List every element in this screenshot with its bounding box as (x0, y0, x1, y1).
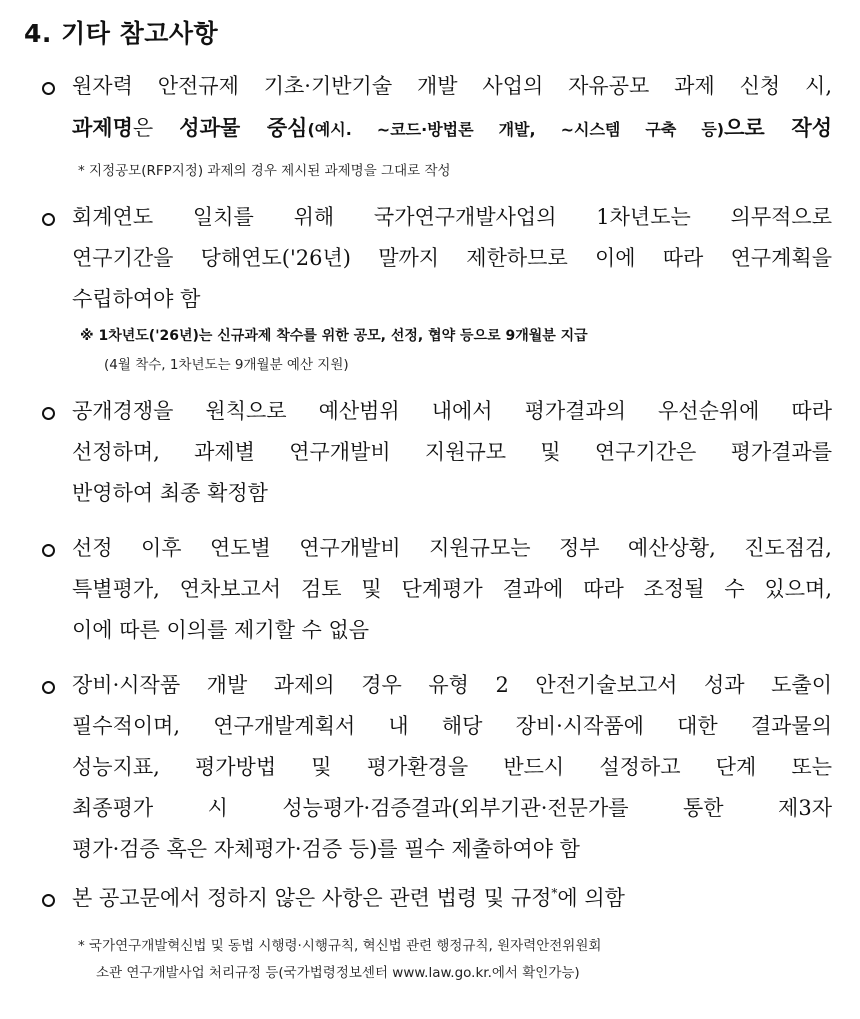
item-line: 장비·시작품 개발 과제의 경우 유형 2 안전기술보고서 성과 도출이 (72, 673, 832, 697)
item-line: 공개경쟁을 원칙으로 예산범위 내에서 평가결과의 우선순위에 따라 (72, 399, 832, 423)
emphasis-text: 으로 작성 (724, 115, 832, 140)
footnote: 소관 연구개발사업 처리규정 등(국가법령정보센터 www.law.go.kr.에서 확인가능) (96, 965, 580, 981)
circle-bullet-icon (42, 894, 55, 907)
circle-bullet-icon (42, 544, 55, 557)
item-line: 평가·검증 혹은 자체평가·검증 등)를 필수 제출하여야 함 (72, 837, 580, 861)
item-text (72, 391, 832, 514)
item-text-segment: 에 의함 (557, 886, 625, 910)
section-title: 4. 기타 참고사항 (24, 19, 219, 48)
circle-bullet-icon (42, 681, 55, 694)
item-text (72, 665, 832, 870)
emphasis-text: 과제명 (72, 115, 133, 140)
notice-note: ※ 1차년도('26년)는 신규과제 착수를 위한 공모, 선정, 협약 등으로 9개월분 지급 (80, 328, 588, 344)
item-line: 필수적이며, 연구개발계획서 내 해당 장비·시작품에 대한 결과물의 (72, 714, 832, 738)
circle-bullet-icon (42, 213, 55, 226)
item-text (72, 878, 832, 919)
item-line: 회계연도 일치를 위해 국가연구개발사업의 1차년도는 의무적으로 (72, 205, 832, 229)
item-line: 연구기간을 당해연도('26년) 말까지 제한하므로 이에 따라 연구계획을 (72, 246, 832, 270)
item-text (72, 197, 832, 320)
item-line: 선정 이후 연도별 연구개발비 지원규모는 정부 예산상황, 진도점검, (72, 536, 832, 560)
item-line: 이에 따른 이의를 제기할 수 없음 (72, 618, 370, 642)
item-line: 성능지표, 평가방법 및 평가환경을 반드시 설정하고 단계 또는 (72, 755, 832, 779)
item-text (72, 528, 832, 651)
example-text: (예시. ~코드·방법론 개발, ~시스템 구축 등) (307, 120, 725, 139)
circle-bullet-icon (42, 82, 55, 95)
footnote-marker: * (551, 886, 558, 900)
item-text-segment: 은 (132, 116, 180, 140)
item-text (72, 66, 832, 148)
item-line: 수립하여야 함 (72, 287, 201, 311)
item-line (72, 107, 832, 148)
circle-bullet-icon (42, 407, 55, 420)
footnote: * 국가연구개발혁신법 및 동법 시행령·시행규칙, 혁신법 관련 행정규칙, 원자력안전위원회 (78, 938, 602, 954)
item-line: 특별평가, 연차보고서 검토 및 단계평가 결과에 따라 조정될 수 있으며, (72, 577, 832, 601)
item-text-segment: 본 공고문에서 정하지 않은 사항은 관련 법령 및 규정 (72, 886, 552, 910)
item-line: 원자력 안전규제 기초·기반기술 개발 사업의 자유공모 과제 신청 시, (72, 74, 832, 98)
item-line: 반영하여 최종 확정함 (72, 481, 268, 505)
item-line: 선정하며, 과제별 연구개발비 지원규모 및 연구기간은 평가결과를 (72, 440, 832, 464)
item-line (72, 878, 832, 919)
footnote: (4월 착수, 1차년도는 9개월분 예산 지원) (104, 357, 349, 373)
item-line: 최종평가 시 성능평가·검증결과(외부기관·전문가를 통한 제3자 (72, 796, 832, 820)
footnote: * 지정공모(RFP지정) 과제의 경우 제시된 과제명을 그대로 작성 (78, 163, 451, 179)
emphasis-text: 성과물 중심 (179, 115, 308, 140)
